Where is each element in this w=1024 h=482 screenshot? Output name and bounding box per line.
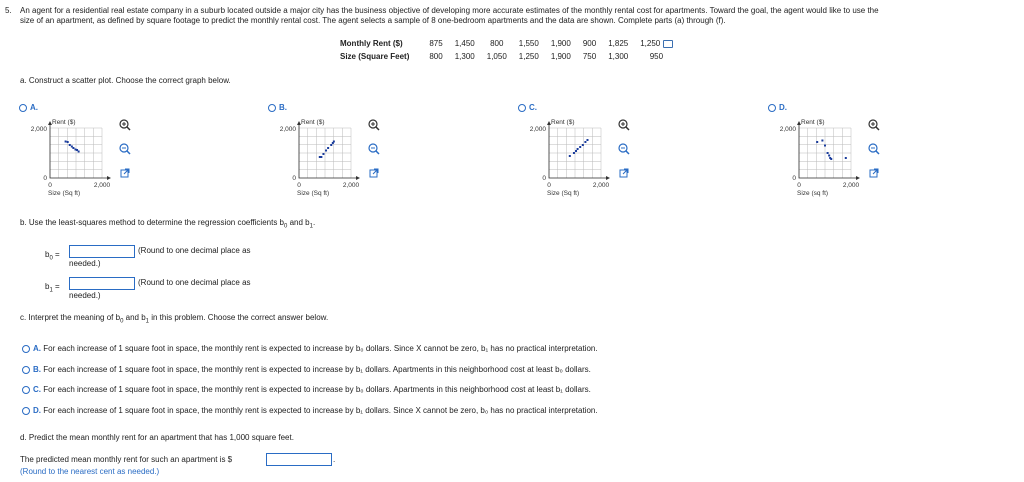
option-letter: C. <box>529 103 537 112</box>
y-tick-label: 2,000 <box>279 126 296 133</box>
x-tick-label: 2,000 <box>93 182 111 189</box>
x-arrow <box>856 176 860 180</box>
y-axis-label: Rent ($) <box>801 119 825 126</box>
data-point <box>325 150 327 152</box>
data-point <box>845 157 847 159</box>
option-label[interactable] <box>518 103 537 112</box>
data-point <box>327 147 329 149</box>
option-label[interactable] <box>768 103 787 112</box>
b1-round-note: (Round to one decimal place as <box>138 278 251 287</box>
b0-round-note: (Round to one decimal place as <box>138 246 251 255</box>
scatter-plot <box>763 116 873 204</box>
data-point <box>332 142 334 144</box>
data-point <box>78 151 80 153</box>
option-c-b[interactable] <box>22 365 591 374</box>
zoom-in-icon[interactable] <box>367 118 381 132</box>
data-point <box>330 144 332 146</box>
zoom-out-icon[interactable] <box>367 142 381 156</box>
option-letter: D. <box>33 406 41 415</box>
b1-sub: 1 <box>49 287 53 294</box>
c-sub-1: 1 <box>145 318 149 325</box>
size-cell: 1,050 <box>486 52 507 61</box>
rent-row-header: Monthly Rent ($) <box>340 39 403 48</box>
x-tick-label: 2,000 <box>342 182 360 189</box>
b1-label <box>45 282 60 294</box>
rent-row <box>340 37 679 50</box>
data-point <box>65 141 67 143</box>
x-axis-label: Size (Sq ft) <box>48 190 81 197</box>
y-tick-label: 2,000 <box>30 126 47 133</box>
y-axis-label: Rent ($) <box>551 119 575 126</box>
rent-cell: 1,450 <box>454 39 475 48</box>
option-c-c[interactable] <box>22 385 591 394</box>
y-zero-label: 0 <box>43 175 47 182</box>
question-intro <box>20 6 879 26</box>
option-letter: A. <box>30 103 38 112</box>
b1-round-note-2: needed.) <box>69 291 101 300</box>
data-point <box>816 141 818 143</box>
rent-cell-value: 1,250 <box>640 39 661 48</box>
data-point <box>67 141 69 143</box>
popout-icon[interactable] <box>367 166 381 180</box>
y-tick-label: 2,000 <box>779 126 796 133</box>
x-tick-label: 2,000 <box>592 182 610 189</box>
period: . <box>312 218 316 227</box>
b0-eq: = <box>55 250 60 259</box>
data-point <box>828 155 830 157</box>
part-d-answer-text: The predicted mean monthly rent for such an apartment is $ <box>20 455 233 464</box>
b0-round-note-2: needed.) <box>69 259 101 268</box>
sub-1: 1 <box>309 223 313 230</box>
option-c-a[interactable] <box>22 344 598 353</box>
radio-c-d[interactable] <box>22 407 30 415</box>
radio-c-c[interactable] <box>22 386 30 394</box>
rent-cell: 1,825 <box>608 39 629 48</box>
option-letter: B. <box>33 365 41 374</box>
y-zero-label: 0 <box>542 175 546 182</box>
scatter-plot <box>14 116 124 204</box>
x-tick-label: 2,000 <box>842 182 860 189</box>
radio-c-b[interactable] <box>22 366 30 374</box>
x-zero-label: 0 <box>797 182 801 189</box>
option-c-d[interactable] <box>22 406 598 415</box>
part-c-prompt-end: in this problem. Choose the correct answer below. <box>149 313 329 322</box>
part-a-prompt: a. Construct a scatter plot. Choose the correct graph below. <box>20 76 231 85</box>
data-point <box>584 141 586 143</box>
b0-letter: b <box>45 250 50 259</box>
radio-a-2[interactable] <box>518 104 526 112</box>
data-point <box>586 139 588 141</box>
y-axis-label: Rent ($) <box>52 119 76 126</box>
size-cell: 1,300 <box>454 52 475 61</box>
y-axis-label: Rent ($) <box>301 119 325 126</box>
scatter-plot <box>513 116 623 204</box>
part-b-prompt-and: and b <box>287 218 310 227</box>
x-axis-label: Size (Sq ft) <box>547 190 580 197</box>
data-point <box>69 144 71 146</box>
data-point <box>322 153 324 155</box>
option-label[interactable] <box>19 103 38 112</box>
data-point <box>582 144 584 146</box>
x-axis-label: Size (sq ft) <box>797 190 829 197</box>
option-letter: A. <box>33 344 41 353</box>
predicted-rent-input[interactable] <box>266 453 332 466</box>
data-point <box>824 145 826 147</box>
data-point <box>320 156 322 158</box>
zoom-in-icon[interactable] <box>118 118 132 132</box>
radio-c-a[interactable] <box>22 345 30 353</box>
rent-cell: 1,900 <box>550 39 571 48</box>
option-letter: C. <box>33 385 41 394</box>
rent-cell: 900 <box>582 39 597 48</box>
size-cell: 1,250 <box>518 52 539 61</box>
size-cell: 750 <box>582 52 597 61</box>
c-sub-0: 0 <box>120 318 124 325</box>
part-d-round-note: (Round to the nearest cent as needed.) <box>20 467 160 476</box>
data-point <box>573 152 575 154</box>
x-zero-label: 0 <box>48 182 52 189</box>
grid <box>799 128 851 178</box>
b0-label <box>45 250 60 262</box>
x-arrow <box>606 176 610 180</box>
grid <box>549 128 601 178</box>
popout-icon[interactable] <box>617 166 631 180</box>
radio-a-0[interactable] <box>19 104 27 112</box>
rent-cell: 800 <box>490 39 504 48</box>
radio-a-3[interactable] <box>768 104 776 112</box>
option-label[interactable] <box>268 103 287 112</box>
data-point <box>569 155 571 157</box>
data-table <box>340 37 679 63</box>
y-zero-label: 0 <box>792 175 796 182</box>
data-point <box>821 140 823 142</box>
sub-0: 0 <box>284 223 288 230</box>
part-d-period: . <box>333 455 336 464</box>
part-b-prompt <box>20 218 315 230</box>
option-text: For each increase of 1 square foot in space, the monthly rent is expected to increase by b₁ dollars. Since X cannot be zero, b₀ has no practical interpretation. <box>43 406 598 415</box>
b1-letter: b <box>45 282 50 291</box>
option-text: For each increase of 1 square foot in space, the monthly rent is expected to increase by b₀ dollars. Apartments in this neighborhood cost at least b₁ dollars. <box>43 385 591 394</box>
b0-input[interactable] <box>69 245 135 258</box>
y-zero-label: 0 <box>292 175 296 182</box>
part-c-prompt <box>20 313 328 325</box>
radio-a-1[interactable] <box>268 104 276 112</box>
part-d-answer-line <box>20 455 232 464</box>
question-number: 5. <box>5 6 12 15</box>
size-cell: 800 <box>429 52 443 61</box>
rent-cell <box>634 37 678 50</box>
data-point <box>827 152 829 154</box>
data-point <box>577 148 579 150</box>
data-point <box>579 146 581 148</box>
b1-eq: = <box>55 282 60 291</box>
x-arrow <box>107 176 111 180</box>
data-point <box>830 158 832 160</box>
option-text: For each increase of 1 square foot in space, the monthly rent is expected to increase by b₀ dollars. Since X cannot be zero, b₁ has no practical interpretation. <box>43 344 598 353</box>
size-cell: 950 <box>649 52 664 61</box>
rent-cell: 1,550 <box>518 39 539 48</box>
zoom-in-icon[interactable] <box>617 118 631 132</box>
part-c-prompt-text: c. Interpret the meaning of b <box>20 313 121 322</box>
rent-cell: 875 <box>429 39 443 48</box>
x-arrow <box>356 176 360 180</box>
data-point <box>72 147 74 149</box>
size-cell: 1,900 <box>550 52 571 61</box>
scatter-plot <box>263 116 373 204</box>
option-letter: B. <box>279 103 287 112</box>
popout-icon[interactable] <box>867 166 881 180</box>
grid <box>50 128 102 178</box>
x-zero-label: 0 <box>547 182 551 189</box>
x-axis-label: Size (Sq ft) <box>297 190 330 197</box>
size-cell: 1,300 <box>608 52 629 61</box>
size-row-header: Size (Square Feet) <box>340 52 410 61</box>
b0-sub: 0 <box>49 255 53 262</box>
intro-line-1: An agent for a residential real estate company in a suburb located outside a major city has the business objective of developing more accurate estimates of the monthly rental cost for apartments. Toward the goal, the agent would like to use the <box>20 6 879 15</box>
copy-data-icon[interactable] <box>663 40 673 48</box>
zoom-out-icon[interactable] <box>867 142 881 156</box>
data-point <box>575 150 577 152</box>
y-tick-label: 2,000 <box>529 126 546 133</box>
b1-input[interactable] <box>69 277 135 290</box>
part-c-prompt-and: and b <box>123 313 146 322</box>
x-zero-label: 0 <box>297 182 301 189</box>
zoom-out-icon[interactable] <box>118 142 132 156</box>
intro-line-2: size of an apartment, as defined by square footage to predict the monthly rental cost. The agent selects a sample of 8 one-bedroom apartments and the data are shown. Complete parts (a) through (f). <box>20 16 726 25</box>
option-text: For each increase of 1 square foot in space, the monthly rent is expected to increase by b₁ dollars. Apartments in this neighborhood cost at least b₀ dollars. <box>43 365 591 374</box>
option-letter: D. <box>779 103 787 112</box>
grid <box>299 128 351 178</box>
zoom-out-icon[interactable] <box>617 142 631 156</box>
part-b-prompt-text: b. Use the least-squares method to determine the regression coefficients b <box>20 218 284 227</box>
part-d-prompt: d. Predict the mean monthly rent for an apartment that has 1,000 square feet. <box>20 433 294 442</box>
popout-icon[interactable] <box>118 166 132 180</box>
zoom-in-icon[interactable] <box>867 118 881 132</box>
size-row <box>340 50 679 63</box>
